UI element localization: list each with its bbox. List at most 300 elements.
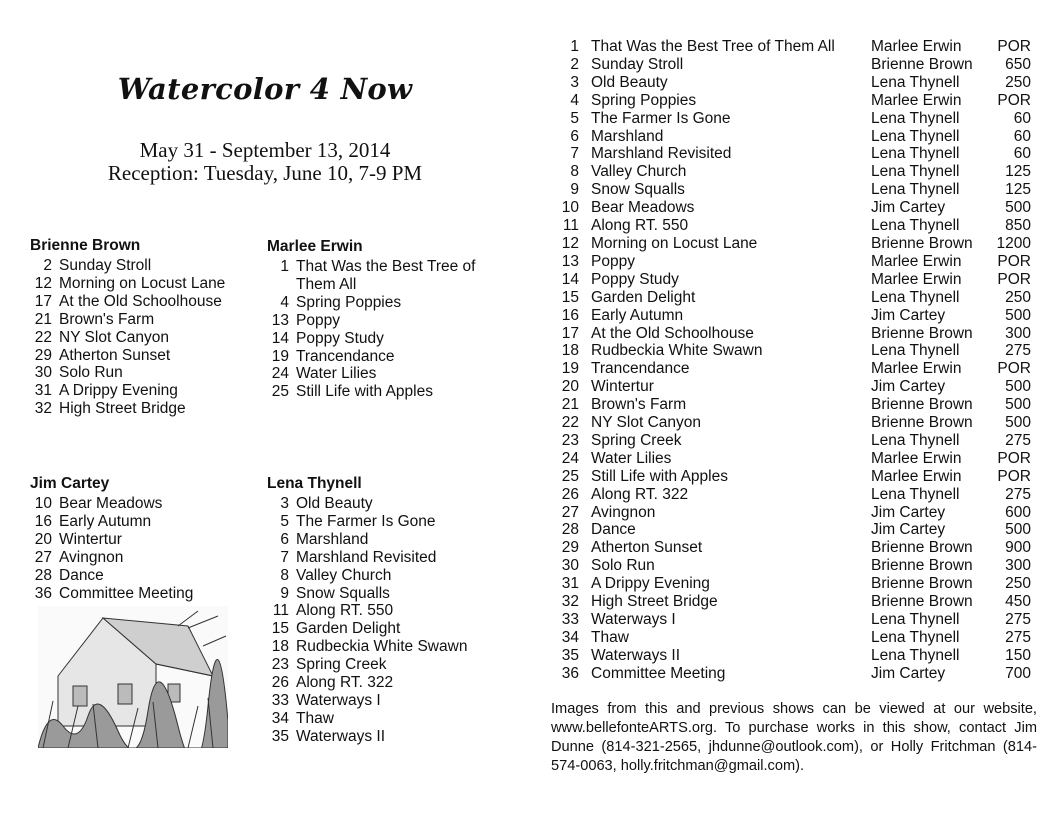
work-number: 18 (561, 342, 579, 360)
work-number: 6 (570, 127, 579, 145)
work-entry (30, 531, 193, 549)
artist-name: Marlee Erwin (871, 467, 962, 485)
work-number: 17 (34, 292, 52, 310)
artist-name: Lena Thynell (871, 485, 960, 503)
work-number: 32 (34, 400, 52, 418)
work-title: Old Beauty (591, 73, 668, 91)
work-entry (267, 620, 467, 638)
work-number: 24 (561, 449, 579, 467)
work-entry (267, 294, 486, 312)
work-number: 12 (34, 274, 52, 292)
artist-name: Lena Thynell (871, 288, 960, 306)
house-sketch-illustration (38, 606, 228, 748)
work-number: 30 (34, 364, 52, 382)
work-title: Along RT. 550 (591, 217, 689, 235)
artist-name: Lena Thynell (871, 342, 960, 360)
work-entry (267, 513, 467, 531)
work-entry (267, 365, 486, 383)
work-price: 275 (1005, 342, 1031, 360)
artist-name: Brienne Brown (871, 575, 973, 593)
work-title: Spring Poppies (591, 91, 697, 109)
price-row (553, 110, 1031, 128)
price-row (553, 271, 1031, 289)
work-number: 11 (272, 602, 289, 620)
work-entry (30, 364, 225, 382)
artist-name: Marlee Erwin (871, 360, 962, 378)
work-number: 32 (561, 593, 579, 611)
price-row (553, 539, 1031, 557)
work-number: 28 (34, 566, 52, 584)
work-price: 125 (1005, 163, 1031, 181)
work-title: Avingnon (59, 548, 124, 566)
work-number: 33 (271, 691, 289, 709)
work-title: Spring Poppies (296, 293, 402, 311)
price-row (553, 647, 1031, 665)
work-entry (267, 656, 467, 674)
work-entry (30, 400, 225, 418)
show-title: Watercolor 4 Now (117, 72, 413, 106)
work-title: Early Autumn (591, 306, 684, 324)
price-row (553, 253, 1031, 271)
work-number: 1 (570, 38, 579, 55)
work-price: 275 (1005, 611, 1031, 628)
work-title: High Street Bridge (591, 593, 718, 611)
work-title: Marshland Revisited (591, 145, 732, 163)
work-title: Garden Delight (591, 288, 696, 306)
work-entry (267, 674, 467, 692)
work-entry (267, 638, 467, 656)
artist-group-lena-thynell (267, 475, 467, 746)
artist-name: Brienne Brown (871, 593, 973, 611)
work-number: 34 (561, 628, 579, 646)
work-number: 33 (561, 611, 579, 628)
price-row (553, 163, 1031, 181)
work-title: Trancendance (296, 347, 395, 365)
work-entry (267, 602, 467, 620)
work-entry (267, 495, 467, 513)
work-number: 4 (280, 293, 289, 311)
work-title: Atherton Sunset (591, 539, 703, 557)
work-price: 850 (1005, 217, 1031, 235)
artist-name: Marlee Erwin (871, 270, 962, 288)
work-title: Thaw (591, 628, 629, 646)
price-row (553, 360, 1031, 378)
artist-name: Jim Cartey (871, 664, 946, 682)
work-price: POR (997, 467, 1031, 485)
work-title: Committee Meeting (591, 664, 726, 682)
work-number: 2 (570, 55, 579, 73)
work-entry (267, 258, 486, 294)
work-title: Wintertur (59, 530, 122, 548)
artist-name: Brienne Brown (871, 557, 973, 575)
work-number: 2 (43, 257, 52, 274)
work-price: 60 (1013, 127, 1031, 145)
price-row (553, 217, 1031, 235)
work-entry (267, 728, 467, 746)
work-number: 25 (561, 467, 579, 485)
work-number: 22 (561, 414, 579, 432)
artist-name: Lena Thynell (871, 611, 960, 628)
work-number: 15 (561, 288, 579, 306)
work-title: That Was the Best Tree of Them All (296, 258, 476, 293)
work-title: Old Beauty (296, 495, 373, 512)
work-number: 3 (280, 495, 289, 512)
work-title: Solo Run (59, 364, 123, 382)
work-title: Valley Church (296, 566, 392, 584)
work-number: 13 (271, 311, 289, 329)
work-price: 250 (1005, 288, 1031, 306)
work-number: 10 (561, 199, 579, 217)
work-number: 9 (280, 584, 289, 602)
work-price: 125 (1005, 181, 1031, 199)
price-row (553, 575, 1031, 593)
price-row (553, 38, 1031, 56)
price-row (553, 378, 1031, 396)
work-title: Water Lilies (296, 365, 377, 383)
work-price: POR (997, 91, 1031, 109)
work-number: 16 (561, 306, 579, 324)
artist-name: Lena Thynell (871, 73, 960, 91)
work-title: The Farmer Is Gone (591, 109, 731, 127)
work-title: Thaw (296, 709, 334, 727)
artist-name: Jim Cartey (871, 199, 946, 217)
price-row (553, 199, 1031, 217)
work-number: 26 (271, 674, 289, 692)
work-entry (30, 293, 225, 311)
work-title: Poppy (591, 252, 635, 270)
work-number: 28 (561, 521, 579, 539)
artist-name: Lena Thynell (267, 475, 362, 492)
work-entry (30, 275, 225, 293)
work-number: 19 (561, 360, 579, 378)
work-number: 19 (271, 347, 289, 365)
work-number: 1 (280, 258, 289, 275)
work-entry (267, 330, 486, 348)
work-title: At the Old Schoolhouse (591, 324, 754, 342)
work-number: 8 (280, 566, 289, 584)
work-price: 500 (1005, 521, 1031, 539)
work-number: 7 (280, 548, 289, 566)
work-title: Marshland (591, 127, 664, 145)
work-title: Still Life with Apples (296, 383, 433, 401)
work-price: 500 (1005, 378, 1031, 396)
work-title: Spring Creek (591, 431, 682, 449)
work-number: 29 (34, 346, 52, 364)
work-entry (30, 257, 225, 275)
work-price: POR (997, 38, 1031, 55)
reception-info: Reception: Tuesday, June 10, 7-9 PM (107, 161, 423, 185)
work-number: 21 (561, 396, 579, 414)
work-number: 31 (561, 575, 579, 593)
work-number: 14 (271, 329, 289, 347)
work-title: NY Slot Canyon (591, 414, 701, 432)
work-entry (30, 585, 193, 603)
work-title: Wintertur (591, 378, 654, 396)
artist-name: Lena Thynell (871, 646, 960, 664)
work-number: 20 (561, 378, 579, 396)
work-entry (267, 567, 467, 585)
work-entry (30, 567, 193, 585)
work-title: At the Old Schoolhouse (59, 292, 222, 310)
work-title: Morning on Locust Lane (59, 274, 226, 292)
work-price: 500 (1005, 396, 1031, 414)
artist-name: Brienne Brown (871, 234, 973, 252)
price-row (553, 235, 1031, 253)
work-number: 22 (34, 328, 52, 346)
artist-name: Brienne Brown (871, 396, 973, 414)
price-list-table (553, 38, 1031, 683)
work-title: A Drippy Evening (591, 575, 710, 593)
work-number: 18 (271, 638, 289, 656)
work-entry (267, 531, 467, 549)
price-row (553, 181, 1031, 199)
work-price: POR (997, 360, 1031, 378)
work-price: 650 (1005, 55, 1031, 73)
price-row (553, 92, 1031, 110)
work-price: 600 (1005, 503, 1031, 521)
price-row (553, 396, 1031, 414)
artist-name: Brienne Brown (871, 539, 973, 557)
artist-name: Marlee Erwin (871, 91, 962, 109)
work-number: 5 (280, 512, 289, 530)
work-title: Atherton Sunset (59, 346, 171, 364)
work-price: 275 (1005, 485, 1031, 503)
work-title: Still Life with Apples (591, 467, 728, 485)
work-title: Bear Meadows (59, 495, 163, 512)
work-title: Rudbeckia White Swawn (591, 342, 763, 360)
work-title: NY Slot Canyon (59, 328, 169, 346)
work-title: Dance (59, 566, 104, 584)
price-row (553, 504, 1031, 522)
work-price: 900 (1005, 539, 1031, 557)
work-title: Poppy Study (296, 329, 384, 347)
work-title: Water Lilies (591, 449, 672, 467)
work-number: 24 (271, 365, 289, 383)
work-number: 34 (271, 709, 289, 727)
work-number: 15 (271, 620, 289, 638)
work-title: Poppy Study (591, 270, 679, 288)
work-price: 275 (1005, 431, 1031, 449)
artist-name: Marlee Erwin (871, 449, 962, 467)
work-title: Waterways I (296, 691, 381, 709)
work-entry (30, 311, 225, 329)
artist-name: Lena Thynell (871, 431, 960, 449)
work-title: Morning on Locust Lane (591, 234, 758, 252)
work-price: 275 (1005, 628, 1031, 646)
price-row (553, 432, 1031, 450)
price-row (553, 307, 1031, 325)
work-title: Along RT. 322 (296, 674, 394, 692)
work-title: Marshland Revisited (296, 548, 437, 566)
work-number: 10 (34, 495, 52, 512)
work-entry (30, 382, 225, 400)
work-price: 60 (1013, 109, 1031, 127)
work-title: Avingnon (591, 503, 656, 521)
work-number: 31 (34, 382, 52, 400)
work-price: POR (997, 252, 1031, 270)
price-row (553, 450, 1031, 468)
price-row (553, 629, 1031, 647)
price-row (553, 611, 1031, 629)
work-number: 36 (34, 584, 52, 602)
artist-name: Brienne Brown (871, 55, 973, 73)
work-price: 450 (1005, 593, 1031, 611)
work-number: 21 (34, 310, 52, 328)
work-entry (30, 513, 193, 531)
work-price: 60 (1013, 145, 1031, 163)
work-number: 7 (570, 145, 579, 163)
price-row (553, 325, 1031, 343)
work-number: 36 (561, 664, 579, 682)
artist-name: Jim Cartey (871, 378, 946, 396)
work-number: 35 (271, 727, 289, 745)
work-entry (267, 585, 467, 603)
work-number: 27 (34, 548, 52, 566)
work-title: Bear Meadows (591, 199, 695, 217)
price-row (553, 665, 1031, 683)
footer-note: Images from this and previous shows can be viewed at our website, www.bellefonteARTS.org. To purchase works in this show, contact Jim Dunne (814-321-2565, jhdunne@outlook.com), or Holly Fritchman (814-574-0063, holly.fritchman@gmail.com). (551, 701, 1037, 774)
work-price: 250 (1005, 73, 1031, 91)
work-number: 8 (570, 163, 579, 181)
work-title: Brown's Farm (59, 310, 155, 328)
price-row (553, 468, 1031, 486)
work-title: Waterways II (296, 727, 385, 745)
work-number: 26 (561, 485, 579, 503)
artist-name: Lena Thynell (871, 181, 960, 199)
price-row (553, 521, 1031, 539)
artist-group-brienne-brown (30, 237, 225, 418)
work-price: 250 (1005, 575, 1031, 593)
work-number: 5 (570, 109, 579, 127)
work-title: Solo Run (591, 557, 655, 575)
work-title: Committee Meeting (59, 584, 194, 602)
price-row (553, 74, 1031, 92)
work-number: 3 (570, 73, 579, 91)
work-title: Rudbeckia White Swawn (296, 638, 468, 656)
artist-name: Marlee Erwin (871, 38, 962, 55)
artist-name: Lena Thynell (871, 145, 960, 163)
work-entry (267, 692, 467, 710)
work-price: 500 (1005, 414, 1031, 432)
work-price: 1200 (996, 234, 1031, 252)
work-number: 13 (561, 252, 579, 270)
work-title: Waterways I (591, 611, 676, 628)
work-number: 29 (561, 539, 579, 557)
work-title: Valley Church (591, 163, 687, 181)
work-number: 27 (561, 503, 579, 521)
work-entry (267, 710, 467, 728)
work-number: 6 (280, 530, 289, 548)
work-price: 300 (1005, 557, 1031, 575)
price-row (553, 342, 1031, 360)
work-number: 4 (570, 91, 579, 109)
work-price: 300 (1005, 324, 1031, 342)
work-title: Along RT. 550 (296, 602, 394, 620)
artist-name: Lena Thynell (871, 217, 960, 235)
work-title: Snow Squalls (296, 584, 390, 602)
work-title: The Farmer Is Gone (296, 512, 436, 530)
artist-name: Lena Thynell (871, 628, 960, 646)
artist-name: Lena Thynell (871, 127, 960, 145)
price-row (553, 145, 1031, 163)
work-number: 20 (34, 530, 52, 548)
work-title: Poppy (296, 311, 340, 329)
work-entry (267, 312, 486, 330)
work-title: Brown's Farm (591, 396, 687, 414)
work-title: Garden Delight (296, 620, 401, 638)
work-price: 700 (1005, 664, 1031, 682)
work-number: 23 (561, 431, 579, 449)
work-entry (30, 329, 225, 347)
work-title: Marshland (296, 530, 369, 548)
price-row (553, 593, 1031, 611)
work-title: Waterways II (591, 646, 680, 664)
price-row (553, 128, 1031, 146)
work-number: 12 (561, 234, 579, 252)
work-price: POR (997, 270, 1031, 288)
price-row (553, 557, 1031, 575)
work-title: High Street Bridge (59, 400, 186, 418)
work-price: 500 (1005, 306, 1031, 324)
work-entry (267, 348, 486, 366)
artist-name: Lena Thynell (871, 163, 960, 181)
artist-name: Jim Cartey (871, 521, 946, 539)
artist-name: Jim Cartey (871, 306, 946, 324)
show-dates: May 31 - September 13, 2014 (139, 138, 391, 162)
work-number: 9 (570, 181, 579, 199)
work-number: 16 (34, 512, 52, 530)
work-title: Early Autumn (59, 512, 152, 530)
work-number: 30 (561, 557, 579, 575)
artist-name: Brienne Brown (871, 414, 973, 432)
artist-name: Brienne Brown (871, 324, 973, 342)
price-row (553, 289, 1031, 307)
artist-name: Jim Cartey (871, 503, 946, 521)
work-title: Spring Creek (296, 656, 387, 674)
work-title: Sunday Stroll (591, 55, 684, 73)
work-number: 17 (561, 324, 579, 342)
price-row (553, 56, 1031, 74)
work-number: 35 (561, 646, 579, 664)
work-number: 23 (271, 656, 289, 674)
artist-name: Lena Thynell (871, 109, 960, 127)
work-title: Dance (591, 521, 636, 539)
work-number: 25 (271, 383, 289, 401)
work-number: 11 (562, 217, 579, 235)
price-row (553, 414, 1031, 432)
work-entry (267, 549, 467, 567)
work-entry (30, 347, 225, 365)
work-entry (30, 549, 193, 567)
artist-group-marlee-erwin (267, 238, 486, 401)
artist-name: Marlee Erwin (267, 238, 363, 255)
work-entry (267, 383, 486, 401)
work-entry (30, 495, 193, 513)
work-price: 150 (1005, 646, 1031, 664)
work-number: 14 (561, 270, 579, 288)
work-title: Along RT. 322 (591, 485, 689, 503)
work-price: POR (997, 449, 1031, 467)
price-row (553, 486, 1031, 504)
work-title: Trancendance (591, 360, 690, 378)
work-title: That Was the Best Tree of Them All (591, 38, 835, 55)
artist-name: Marlee Erwin (871, 252, 962, 270)
artist-group-jim-cartey (30, 475, 193, 602)
work-price: 500 (1005, 199, 1031, 217)
work-title: Sunday Stroll (59, 257, 152, 274)
work-title: A Drippy Evening (59, 382, 178, 400)
work-title: Snow Squalls (591, 181, 685, 199)
